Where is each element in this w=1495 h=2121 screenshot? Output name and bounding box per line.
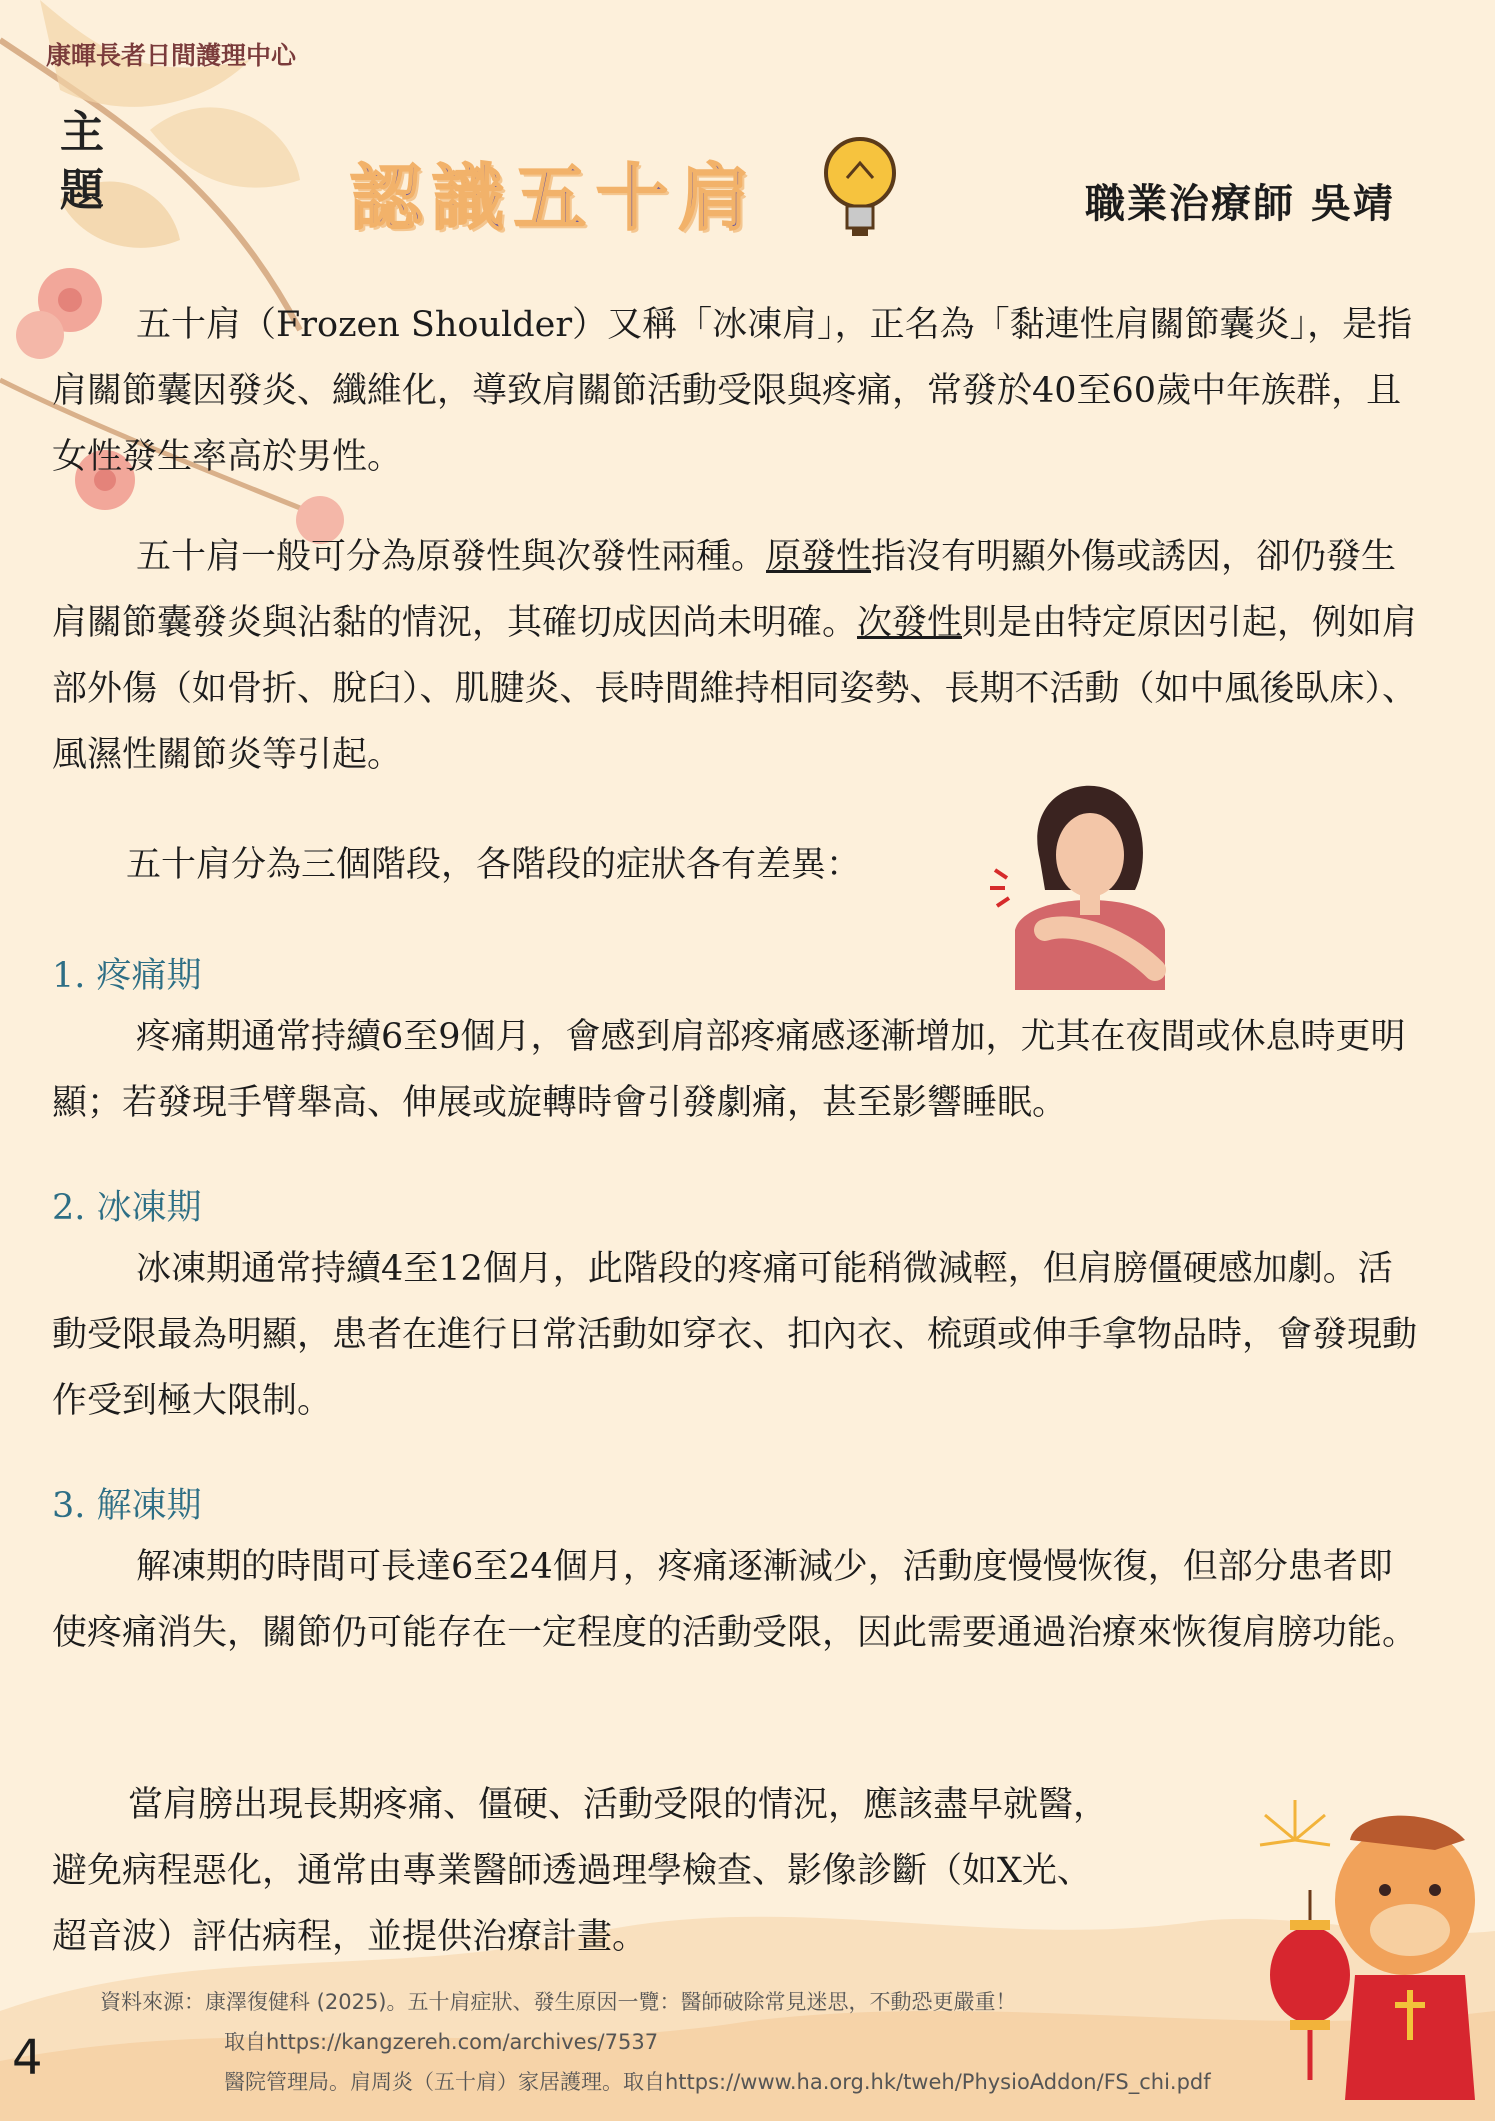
reference-1-url: 取自https://kangzereh.com/archives/7537 xyxy=(224,2030,659,2054)
stage-2-heading: 2. 冰凍期 xyxy=(52,1188,202,1228)
advice-line-2: 避免病程惡化，通常由專業醫師透過理學檢查、影像診斷（如X光、 xyxy=(52,1851,1092,1891)
p2-text-a: 五十肩一般可分為原發性與次發性兩種。 xyxy=(136,537,767,577)
p2-text-b: 指沒有明顯外傷或誘因，卻仍發生肩關節囊發炎與沾黏的情況，其確切成因尚未明確。 xyxy=(52,537,1397,643)
p2-text-c: 則是由特定原因引起，例如肩部外傷（如骨折、脫臼）、肌腱炎、長時間維持相同姿勢、長期不活動（如中風後臥床）、風濕性關節炎等引起。 xyxy=(52,603,1418,775)
woman-shoulder-pain-illustration xyxy=(985,770,1185,990)
primary-term: 原發性 xyxy=(766,537,872,577)
page-number: 4 xyxy=(12,2030,43,2086)
horse-lantern-illustration xyxy=(1235,1780,1495,2110)
advice-paragraph xyxy=(52,1772,1422,1970)
secondary-term: 次發性 xyxy=(857,603,963,643)
org-name: 康暉長者日間護理中心 xyxy=(46,41,297,70)
lightbulb-icon xyxy=(815,128,905,248)
intro-paragraph-2 xyxy=(52,524,1422,788)
reference-1: 資料來源：康澤復健科 (2025)。五十肩症狀、發生原因一覽：醫師破除常見迷思，不動恐更嚴重！ xyxy=(100,1990,1017,2014)
stage-3-heading: 3. 解凍期 xyxy=(52,1486,202,1526)
stage-1-text: 疼痛期通常持續6至9個月，會感到肩部疼痛感逐漸增加，尤其在夜間或休息時更明顯；若發現手臂舉高、伸展或旋轉時會引發劇痛，甚至影響睡眠。 xyxy=(52,1017,1406,1123)
intro-paragraph-3: 五十肩分為三個階段，各階段的症狀各有差異： xyxy=(126,845,862,885)
advice-line-3: 超音波）評估病程，並提供治療計畫。 xyxy=(52,1917,648,1957)
topic-label: 主題 xyxy=(60,107,104,216)
intro-paragraph-1: 五十肩（Frozen Shoulder）又稱「冰凍肩」，正名為「黏連性肩關節囊炎」，是指肩關節囊因發炎、纖維化，導致肩關節活動受限與疼痛，常發於40至60歲中年族群，且女性發生率高於男性。 xyxy=(52,305,1413,477)
page-title: 認識五十肩 xyxy=(350,156,761,240)
author: 職業治療師 吳靖 xyxy=(1085,180,1395,227)
stage-3-text: 解凍期的時間可長達6至24個月，疼痛逐漸減少，活動度慢慢恢復，但部分患者即使疼痛消失，關節仍可能存在一定程度的活動受限，因此需要通過治療來恢復肩膀功能。 xyxy=(52,1547,1418,1653)
stage-2-text: 冰凍期通常持續4至12個月，此階段的疼痛可能稍微減輕，但肩膀僵硬感加劇。活動受限最為明顯，患者在進行日常活動如穿衣、扣內衣、梳頭或伸手拿物品時，會發現動作受到極大限制。 xyxy=(52,1249,1418,1421)
advice-line-1: 當肩膀出現長期疼痛、僵硬、活動受限的情況，應該盡早就醫， xyxy=(128,1785,1109,1825)
stage-1-heading: 1. 疼痛期 xyxy=(52,956,202,996)
reference-2: 醫院管理局。肩周炎（五十肩）家居護理。取自https://www.ha.org.hk/tweh/PhysioAddon/FS_chi.pdf xyxy=(224,2070,1211,2094)
